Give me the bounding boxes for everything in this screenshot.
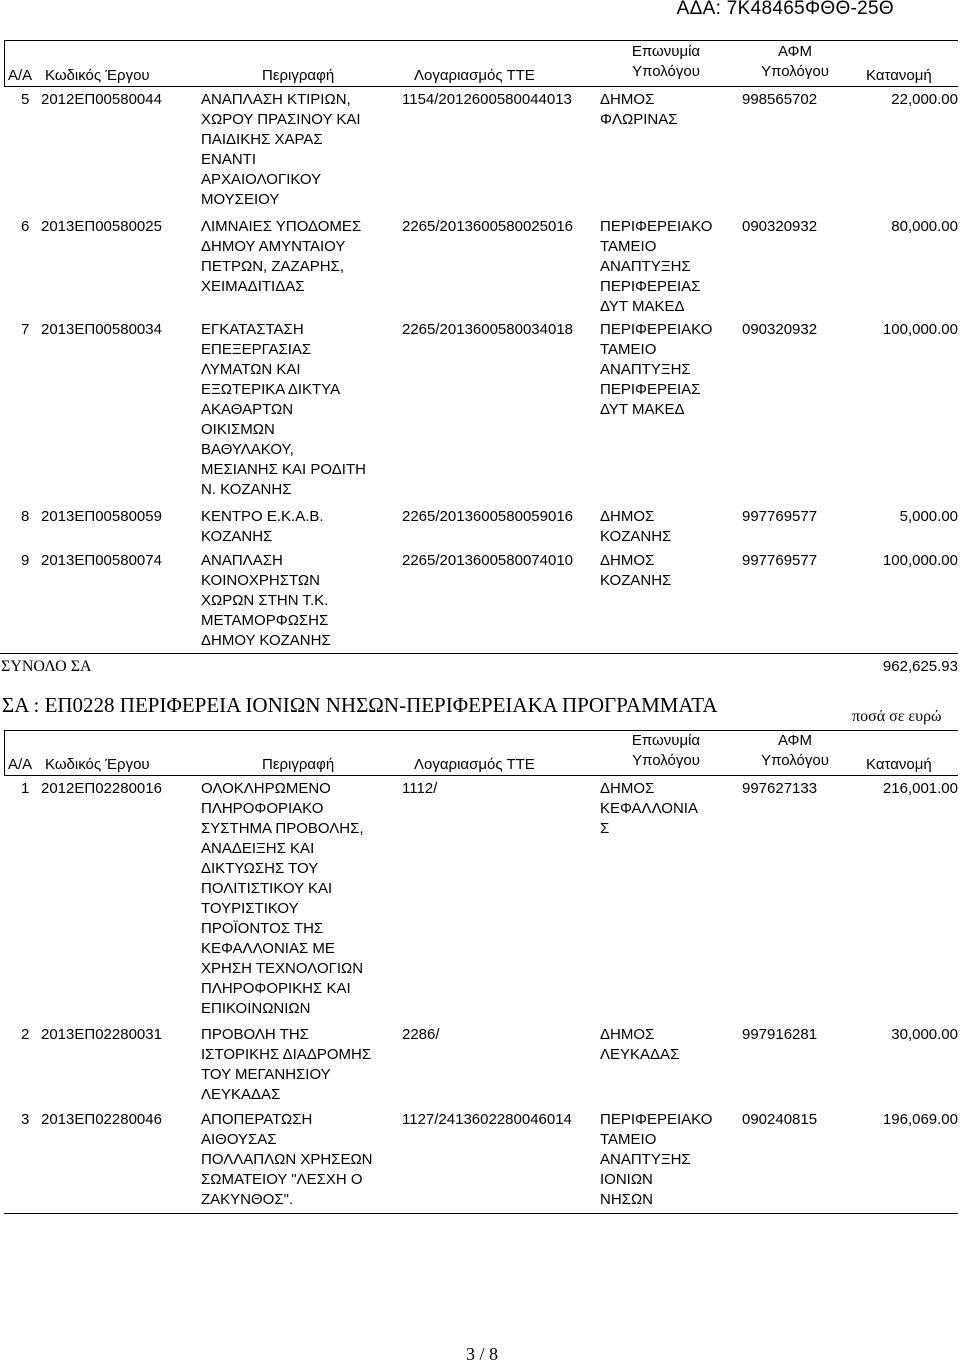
row-afm: 090320932 xyxy=(742,321,818,338)
row-name: ΔΗΜΟΣ ΚΕΦΑΛΛΟΝΙΑ Σ xyxy=(600,780,698,837)
table-top-border xyxy=(4,40,958,41)
table-bottom-border xyxy=(4,1213,958,1214)
header-desc: Περιγραφή xyxy=(262,756,335,773)
row-account: 1112/ xyxy=(402,780,438,797)
unit-label: ποσά σε ευρώ xyxy=(852,708,942,725)
row-afm: 997769577 xyxy=(742,508,818,525)
row-desc: ΕΓΚΑΤΑΣΤΑΣΗ ΕΠΕΞΕΡΓΑΣΙΑΣ ΛΥΜΑΤΩΝ ΚΑΙ ΕΞΩΤΕΡΙΚΑ ΔΙΚΤΥΑ ΑΚΑΘΑΡΤΩΝ ΟΙΚΙΣΜΩΝ ΒΑΘΥΛΑΚΟΥ, ΜΕΣΙΑΝΗΣ ΚΑΙ ΡΟΔΙΤΗ Ν. ΚΟΖΑΝΗΣ xyxy=(201,321,366,498)
row-desc: ΚΕΝΤΡΟ Ε.Κ.Α.Β. ΚΟΖΑΝΗΣ xyxy=(201,508,324,545)
row-desc: ΟΛΟΚΛΗΡΩΜΕΝΟ ΠΛΗΡΟΦΟΡΙΑΚΟ ΣΥΣΤΗΜΑ ΠΡΟΒΟΛΗΣ, ΑΝΑΔΕΙΞΗΣ ΚΑΙ ΔΙΚΤΥΩΣΗΣ ΤΟΥ ΠΟΛΙΤΙΣΤΙΚΟΥ ΚΑΙ ΤΟΥΡΙΣΤΙΚΟΥ ΠΡΟΪΟΝΤΟΣ ΤΗΣ ΚΕΦΑΛΛΟΝΙΑΣ ΜΕ ΧΡΗΣΗ ΤΕΧΝΟΛΟΓΙΩΝ ΠΛΗΡΟΦΟΡΙΚΗΣ ΚΑΙ ΕΠΙΚΟΙΝΩΝΙΩΝ xyxy=(201,780,364,1017)
row-code: 2013ΕΠ00580059 xyxy=(41,508,162,525)
row-afm: 998565702 xyxy=(742,91,818,108)
header-afm: ΑΦΜ Υπολόγου xyxy=(761,43,829,80)
row-name: ΠΕΡΙΦΕΡΕΙΑΚΟ ΤΑΜΕΙΟ ΑΝΑΠΤΥΞΗΣ ΙΟΝΙΩΝ ΝΗΣΩΝ xyxy=(600,1111,713,1208)
table-left-border xyxy=(4,730,5,776)
row-code: 2013ΕΠ00580025 xyxy=(41,218,162,235)
header-account: Λογαριασμός ΤΤΕ xyxy=(414,67,535,84)
row-amount: 216,001.00 xyxy=(882,780,958,797)
header-name: Επωνυμία Υπολόγου xyxy=(631,43,701,80)
header-amount: Κατανομή xyxy=(866,67,932,84)
row-amount: 22,000.00 xyxy=(891,91,958,108)
row-amount: 100,000.00 xyxy=(882,321,958,338)
row-desc: ΠΡΟΒΟΛΗ ΤΗΣ ΙΣΤΟΡΙΚΗΣ ΔΙΑΔΡΟΜΗΣ ΤΟΥ ΜΕΓΑΝΗΣΙΟΥ ΛΕΥΚΑΔΑΣ xyxy=(201,1026,372,1103)
row-name: ΠΕΡΙΦΕΡΕΙΑΚΟ ΤΑΜΕΙΟ ΑΝΑΠΤΥΞΗΣ ΠΕΡΙΦΕΡΕΙΑΣ ΔΥΤ ΜΑΚΕΔ xyxy=(600,321,713,418)
section-title: ΣΑ : ΕΠ0228 ΠΕΡΙΦΕΡΕΙΑ ΙΟΝΙΩΝ ΝΗΣΩΝ-ΠΕΡΙΦΕΡΕΙΑΚΑ ΠΡΟΓΡΑΜΜΑΤΑ xyxy=(2,693,718,717)
row-name: ΠΕΡΙΦΕΡΕΙΑΚΟ ΤΑΜΕΙΟ ΑΝΑΠΤΥΞΗΣ ΠΕΡΙΦΕΡΕΙΑΣ ΔΥΤ ΜΑΚΕΔ xyxy=(600,218,713,315)
total-label: ΣΥΝΟΛΟ ΣΑ xyxy=(1,658,92,675)
row-account: 2265/2013600580074010 xyxy=(402,552,574,569)
row-code: 2013ΕΠ00580034 xyxy=(41,321,162,338)
header-separator xyxy=(4,86,958,87)
header-aa: Α/Α xyxy=(8,756,33,773)
row-amount: 100,000.00 xyxy=(882,552,958,569)
row-aa: 7 xyxy=(21,321,30,338)
row-account: 2265/2013600580034018 xyxy=(402,321,574,338)
row-aa: 8 xyxy=(21,508,30,525)
header-account: Λογαριασμός ΤΤΕ xyxy=(414,756,535,773)
row-account: 1154/2012600580044013 xyxy=(402,91,572,108)
row-afm: 997769577 xyxy=(742,552,818,569)
row-aa: 5 xyxy=(21,91,30,108)
header-aa: Α/Α xyxy=(8,67,33,84)
row-afm: 090240815 xyxy=(742,1111,818,1128)
header-name: Επωνυμία Υπολόγου xyxy=(631,732,701,769)
header-amount: Κατανομή xyxy=(866,756,932,773)
row-amount: 5,000.00 xyxy=(899,508,958,525)
row-desc: ΑΝΑΠΛΑΣΗ ΚΤΙΡΙΩΝ, ΧΩΡΟΥ ΠΡΑΣΙΝΟΥ ΚΑΙ ΠΑΙΔΙΚΗΣ ΧΑΡΑΣ ΕΝΑΝΤΙ ΑΡΧΑΙΟΛΟΓΙΚΟΥ ΜΟΥΣΕΙΟΥ xyxy=(201,91,361,208)
table-left-border xyxy=(4,40,5,86)
row-aa: 3 xyxy=(21,1111,30,1128)
row-aa: 2 xyxy=(21,1026,30,1043)
row-account: 2265/2013600580059016 xyxy=(402,508,574,525)
row-name: ΔΗΜΟΣ ΚΟΖΑΝΗΣ xyxy=(600,552,672,589)
row-code: 2013ΕΠ02280031 xyxy=(41,1026,162,1043)
row-code: 2013ΕΠ00580074 xyxy=(41,552,162,569)
page-number: 3 / 8 xyxy=(466,1344,499,1364)
row-aa: 1 xyxy=(21,780,30,797)
row-afm: 997627133 xyxy=(742,780,818,797)
row-name: ΔΗΜΟΣ ΦΛΩΡΙΝΑΣ xyxy=(600,91,678,128)
row-desc: ΛΙΜΝΑΙΕΣ ΥΠΟΔΟΜΕΣ ΔΗΜΟΥ ΑΜΥΝΤΑΙΟΥ ΠΕΤΡΩΝ, ΖΑΖΑΡΗΣ, ΧΕΙΜΑΔΙΤΙΔΑΣ xyxy=(201,218,362,295)
row-name: ΔΗΜΟΣ ΛΕΥΚΑΔΑΣ xyxy=(600,1026,680,1063)
row-account: 1127/2413602280046014 xyxy=(402,1111,572,1128)
row-code: 2013ΕΠ02280046 xyxy=(41,1111,162,1128)
row-amount: 30,000.00 xyxy=(891,1026,958,1043)
row-desc: ΑΠΟΠΕΡΑΤΩΣΗ ΑΙΘΟΥΣΑΣ ΠΟΛΛΑΠΛΩΝ ΧΡΗΣΕΩΝ ΣΩΜΑΤΕΙΟΥ "ΛΕΣΧΗ Ο ΖΑΚΥΝΘΟΣ". xyxy=(201,1111,373,1208)
row-account: 2265/2013600580025016 xyxy=(402,218,574,235)
row-afm: 997916281 xyxy=(742,1026,818,1043)
header-code: Κωδικός Έργου xyxy=(45,67,150,84)
row-account: 2286/ xyxy=(402,1026,440,1043)
row-aa: 9 xyxy=(21,552,30,569)
row-amount: 196,069.00 xyxy=(882,1111,958,1128)
header-separator xyxy=(4,775,958,776)
total-value: 962,625.93 xyxy=(882,658,958,675)
row-code: 2012ΕΠ00580044 xyxy=(41,91,162,108)
header-afm: ΑΦΜ Υπολόγου xyxy=(761,732,829,769)
row-aa: 6 xyxy=(21,218,30,235)
header-desc: Περιγραφή xyxy=(262,67,335,84)
row-desc: ΑΝΑΠΛΑΣΗ ΚΟΙΝΟΧΡΗΣΤΩΝ ΧΩΡΩΝ ΣΤΗΝ Τ.Κ. ΜΕΤΑΜΟΡΦΩΣΗΣ ΔΗΜΟΥ ΚΟΖΑΝΗΣ xyxy=(201,552,331,649)
row-code: 2012ΕΠ02280016 xyxy=(41,780,162,797)
row-name: ΔΗΜΟΣ ΚΟΖΑΝΗΣ xyxy=(600,508,672,545)
total-separator xyxy=(0,653,958,654)
row-afm: 090320932 xyxy=(742,218,818,235)
header-code: Κωδικός Έργου xyxy=(45,756,150,773)
ada-code: ΑΔΑ: 7Κ48465ΦΘΘ-25Θ xyxy=(676,0,894,19)
row-amount: 80,000.00 xyxy=(891,218,958,235)
